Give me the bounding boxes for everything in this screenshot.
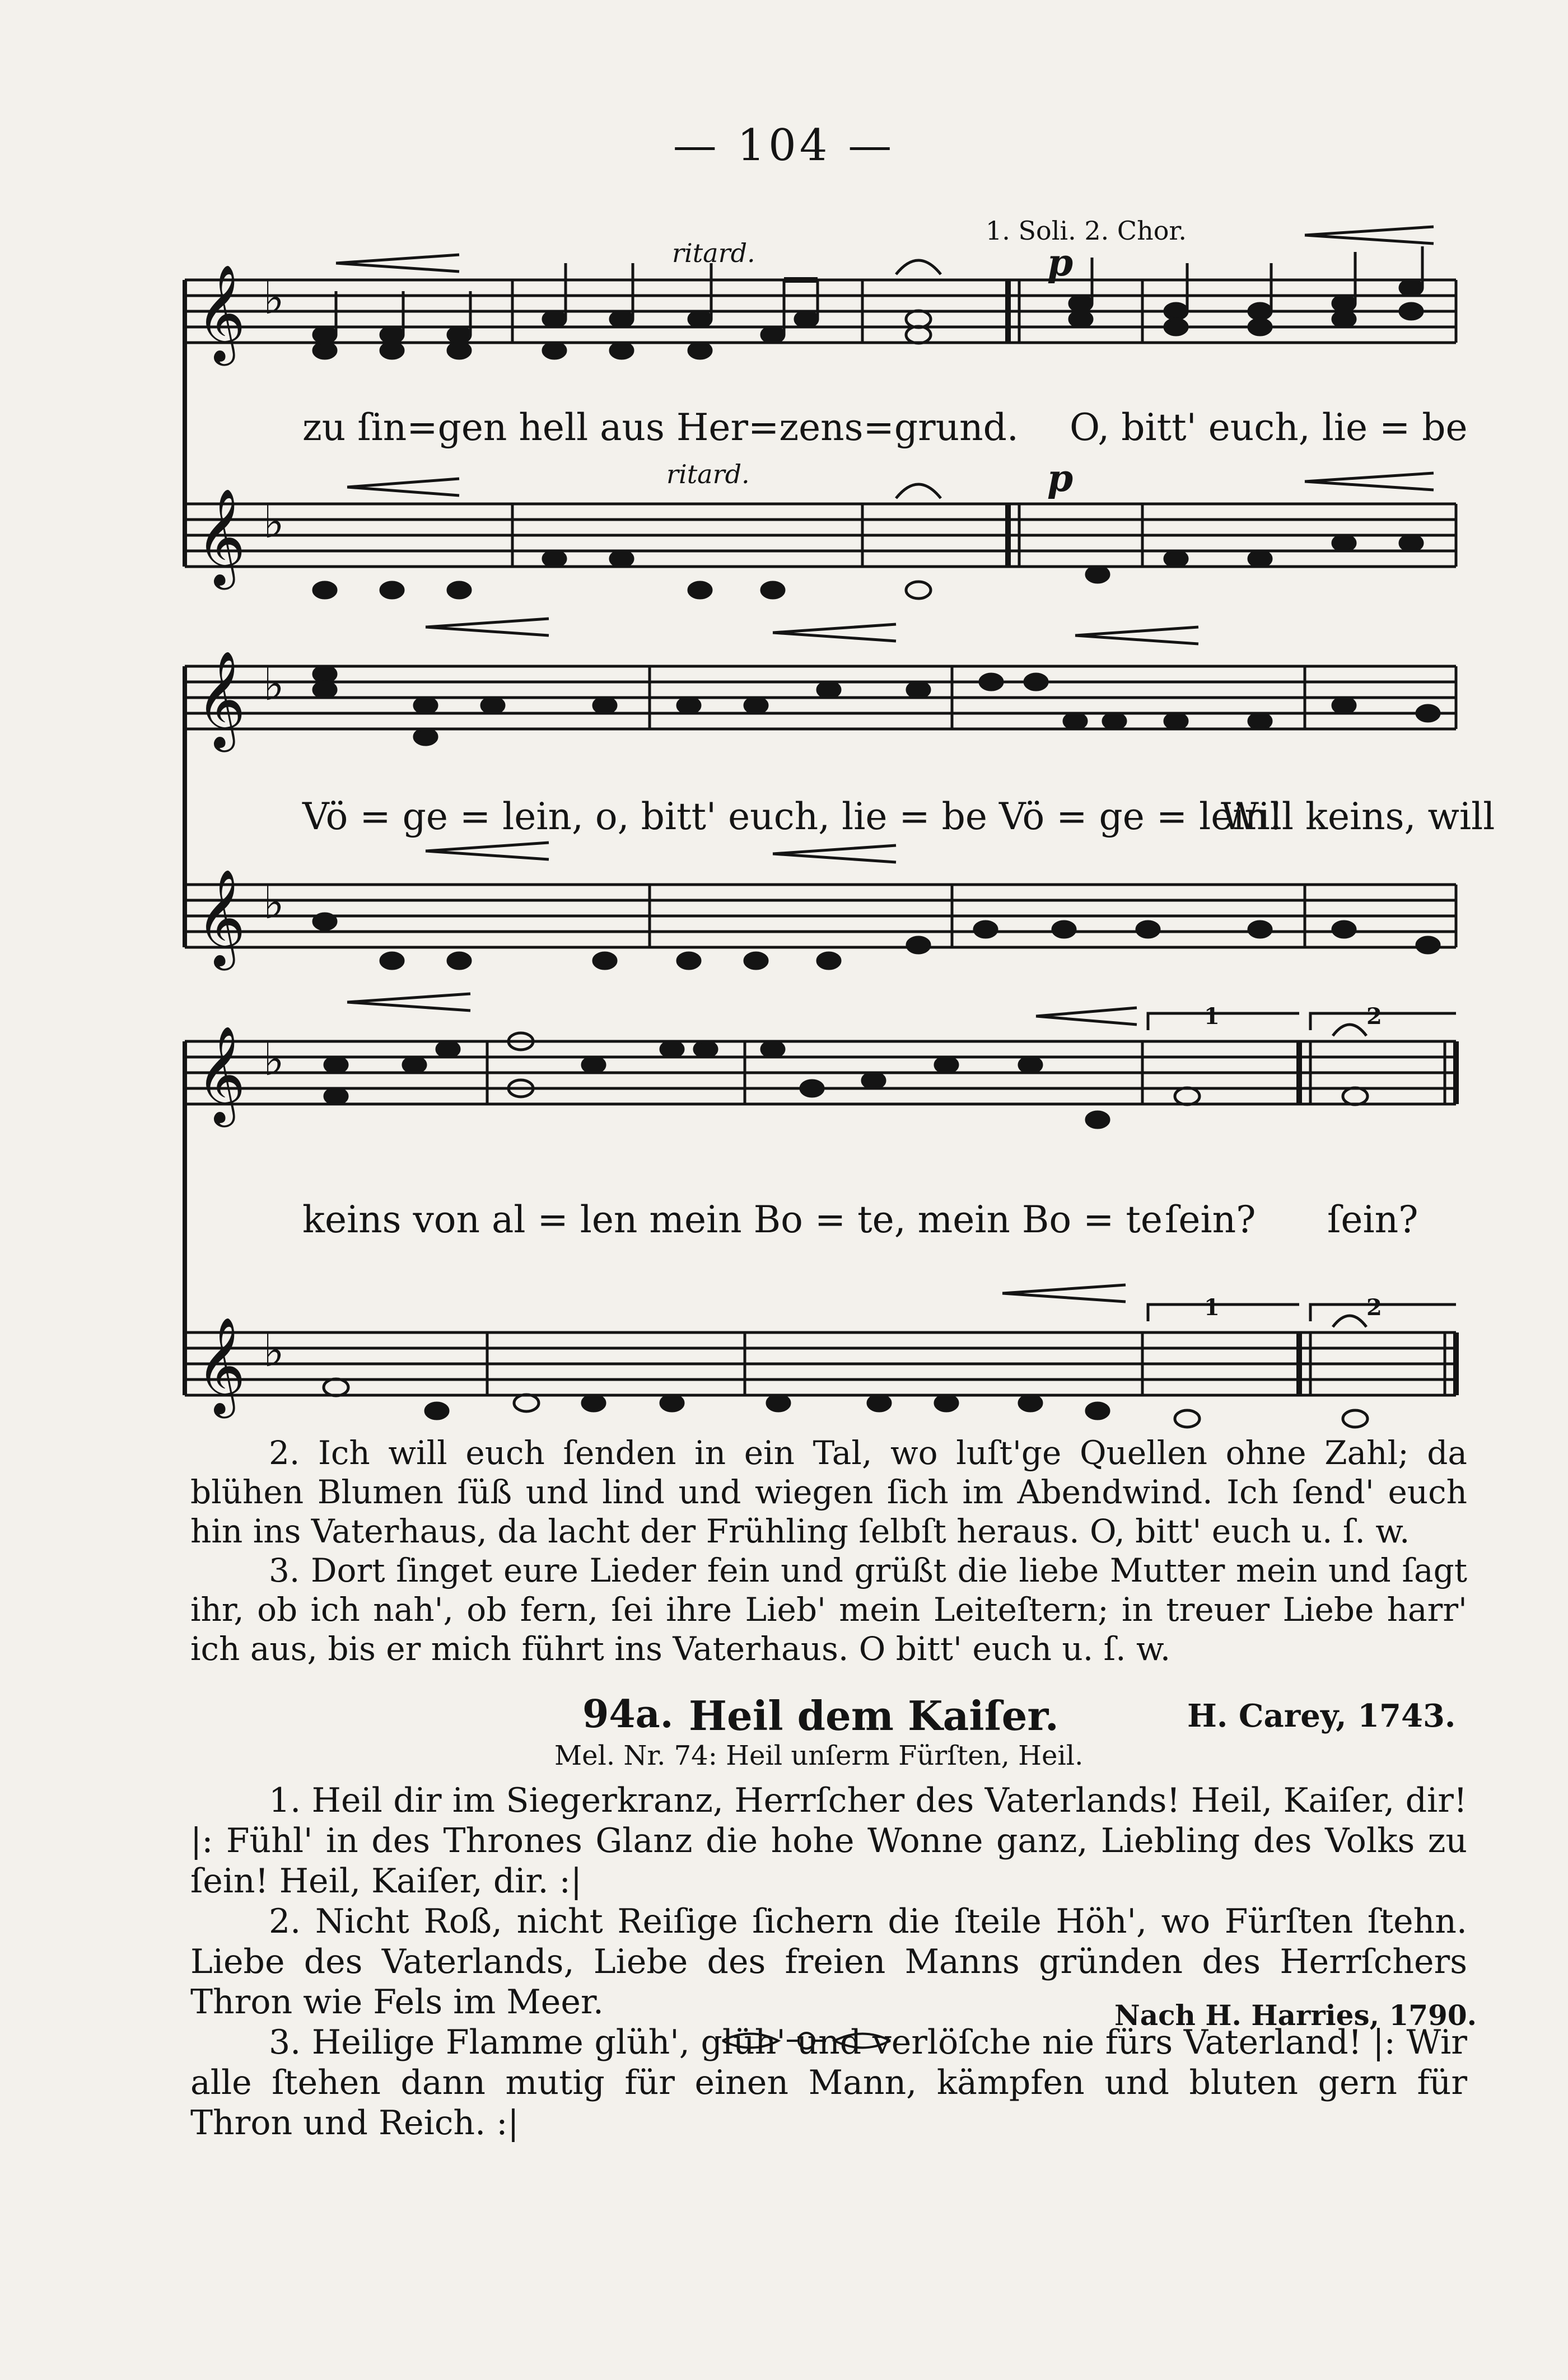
decorative-ornament-icon bbox=[717, 2021, 896, 2060]
ritard-marking-upper: ritard. bbox=[672, 238, 755, 268]
lyric-line: O, bitt' euch, lie = be bbox=[1070, 406, 1468, 449]
svg-text:𝄞: 𝄞 bbox=[196, 651, 246, 748]
svg-text:𝄞: 𝄞 bbox=[196, 869, 246, 966]
svg-text:♭: ♭ bbox=[263, 272, 284, 324]
song-attribution: Nach H. Harries, 1790. bbox=[1114, 1999, 1477, 2032]
ritard-marking-lower: ritard. bbox=[666, 459, 750, 489]
lyric-line: ſein? bbox=[1165, 1198, 1256, 1241]
verse: 3. Dort ſinget eure Lieder fein und grüßt die liebe Mutter mein und ſagt ihr, ob ich nah', ob fern, ſei ihre Lieb' mein Leiteſtern; in treuer Liebe harr' ich aus, bis er mich führt ins Vaterhaus. O bitt' euch u. ſ. w. bbox=[190, 1551, 1467, 1668]
svg-text:♭: ♭ bbox=[263, 1325, 284, 1377]
additional-verses bbox=[190, 1433, 1467, 1668]
lyric-line: ſein? bbox=[1327, 1198, 1418, 1241]
song-composer: H. Carey, 1743. bbox=[1187, 1698, 1456, 1734]
dynamic-piano-upper: p bbox=[1047, 241, 1074, 284]
svg-text:𝄞: 𝄞 bbox=[196, 264, 246, 362]
staff-3b bbox=[185, 1332, 1456, 1395]
volta-number: 2 bbox=[1366, 1294, 1382, 1321]
system-1 bbox=[185, 227, 1456, 567]
lyric-line: zu ſin=gen hell aus Her=zens=grund. bbox=[302, 406, 1019, 449]
song-melody-reference: Mel. Nr. 74: Heil unſerm Fürſten, Heil. bbox=[554, 1740, 1084, 1771]
svg-text:𝄞: 𝄞 bbox=[196, 1317, 246, 1414]
svg-text:𝄞: 𝄞 bbox=[196, 488, 246, 586]
staff-2b bbox=[185, 885, 1456, 947]
voice-label: 1. Soli. 2. Chor. bbox=[986, 216, 1187, 246]
system-3 bbox=[185, 994, 1456, 1395]
lyric-line: Vö = ge = lein, o, bitt' euch, lie = be Vö = ge = lein! bbox=[302, 795, 1284, 838]
lyric-line: keins von al = len mein Bo = te, mein Bo = te bbox=[302, 1198, 1163, 1241]
svg-text:♭: ♭ bbox=[263, 877, 284, 929]
lyric-line: Will keins, will bbox=[1221, 795, 1495, 838]
svg-text:♭: ♭ bbox=[263, 658, 284, 710]
song-header bbox=[0, 1692, 1568, 1742]
dynamic-piano-lower: p bbox=[1047, 456, 1074, 500]
volta-number: 1 bbox=[1204, 1003, 1220, 1030]
svg-text:♭: ♭ bbox=[263, 1034, 284, 1086]
song-verses bbox=[190, 1780, 1467, 2143]
svg-text:♭: ♭ bbox=[263, 496, 284, 548]
volta-number: 1 bbox=[1204, 1294, 1220, 1321]
verse: 2. Nicht Roß, nicht Reiſige ſichern die ſteile Höh', wo Fürſten ſtehn. Liebe des Vaterlands, Liebe des freien Manns gründen des Herrſchers Thron wie Fels im Meer. bbox=[190, 1902, 1467, 2022]
verse: 1. Heil dir im Siegerkranz, Herrſcher des Vaterlands! Heil, Kaiſer, dir! |: Fühl' in des Thrones Glanz die hohe Wonne ganz, Liebling des Volks zu ſein! Heil, Kaiſer, dir. :| bbox=[190, 1781, 1467, 1901]
verse: 3. Heilige Flamme glüh', glüh' und verlöſche nie fürs Vaterland! |: Wir alle ſtehen dann mutig für einen Mann, kämpfen und bluten gern für Thron und Reich. :| bbox=[190, 2023, 1467, 2143]
svg-text:𝄞: 𝄞 bbox=[196, 1026, 246, 1123]
song-number: 94a. bbox=[582, 1692, 674, 1737]
page-number: — 104 — bbox=[673, 120, 895, 171]
verse: 2. Ich will euch ſenden in ein Tal, wo luſt'ge Quellen ohne Zahl; da blühen Blumen ſüß und lind und wiegen ſich im Abendwind. Ich ſend' euch hin ins Vaterhaus, da lacht der Frühling ſelbſt heraus. O, bitt' euch u. ſ. w. bbox=[190, 1434, 1467, 1550]
song-title: Heil dem Kaiſer. bbox=[689, 1692, 1059, 1740]
system-2 bbox=[185, 619, 1456, 947]
volta-number: 2 bbox=[1366, 1003, 1382, 1030]
